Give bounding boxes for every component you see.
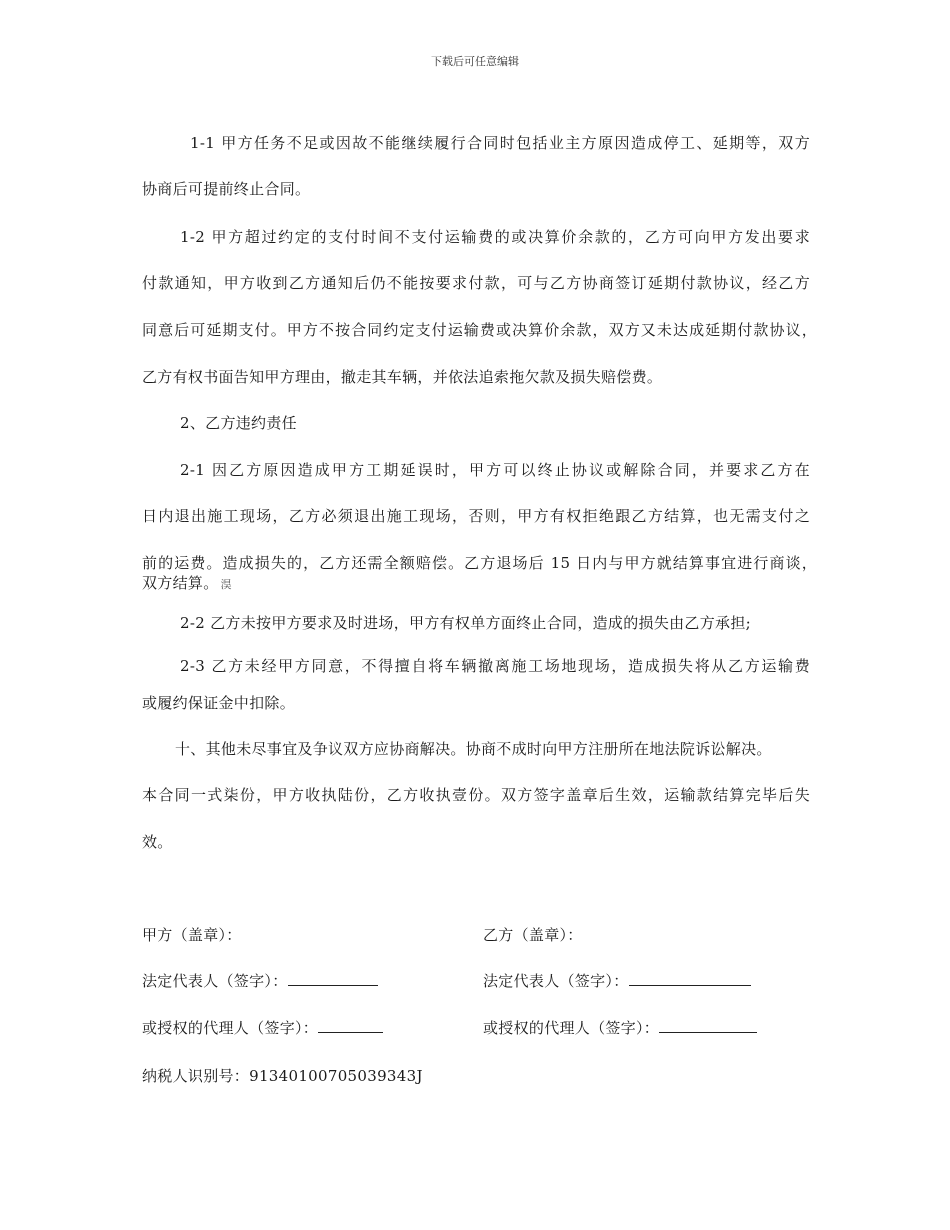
para-2-2-line-1: 2-2 乙方未按甲方要求及时进场，甲方有权单方面终止合同，造成的损失由乙方承担; bbox=[180, 614, 751, 632]
para-2-1-line-2: 日内退出施工现场，乙方必须退出施工现场，否则，甲方有权拒绝跟乙方结算，也无需支付之 bbox=[142, 507, 810, 525]
party-b-agent-signature-line bbox=[659, 1018, 757, 1033]
para-1-1-line-1: 1-1 甲方任务不足或因故不能继续履行合同时包括业主方原因造成停工、延期等，双方 bbox=[190, 134, 810, 152]
para-1-1-line-2: 协商后可提前终止合同。 bbox=[142, 180, 311, 198]
party-b-agent-label: 或授权的代理人（签字）： bbox=[483, 1019, 660, 1037]
party-a-agent-signature-line bbox=[318, 1018, 383, 1033]
taxpayer-row bbox=[142, 1066, 423, 1086]
stray-mark: 淏 bbox=[220, 578, 232, 591]
party-a-rep-row bbox=[142, 971, 378, 991]
para-10-line-1: 十、其他未尽事宜及争议双方应协商解决。协商不成时向甲方注册所在地法院诉讼解决。 bbox=[175, 740, 772, 758]
party-b-rep-signature-line bbox=[629, 971, 751, 986]
party-a-rep-label: 法定代表人（签字）： bbox=[142, 972, 288, 990]
para-2-1-line-4-text: 双方结算。 bbox=[142, 574, 219, 592]
party-b-rep-row bbox=[483, 971, 751, 991]
taxpayer-id: 91340100705039343J bbox=[249, 1067, 423, 1085]
para-2-1-line-4 bbox=[142, 573, 232, 595]
party-b-seal-label: 乙方（盖章）： bbox=[483, 926, 583, 944]
party-a-agent-label: 或授权的代理人（签字）： bbox=[142, 1019, 319, 1037]
para-2-1-line-1: 2-1 因乙方原因造成甲方工期延误时，甲方可以终止协议或解除合同，并要求乙方在 bbox=[180, 461, 810, 479]
para-1-2-line-2: 付款通知，甲方收到乙方通知后仍不能按要求付款，可与乙方协商签订延期付款协议，经乙方 bbox=[142, 274, 810, 292]
taxpayer-label: 纳税人识别号： bbox=[142, 1067, 250, 1085]
para-10-line-2: 本合同一式柒份，甲方收执陆份，乙方收执壹份。双方签字盖章后生效，运输款结算完毕后失 bbox=[142, 786, 810, 804]
para-2-1-line-3: 前的运费。造成损失的，乙方还需全额赔偿。乙方退场后 15 日内与甲方就结算事宜进行商谈， bbox=[142, 554, 817, 572]
para-2-3-line-2: 或履约保证金中扣除。 bbox=[142, 694, 296, 712]
party-a-rep-signature-line bbox=[288, 971, 378, 986]
para-1-2-line-3: 同意后可延期支付。甲方不按合同约定支付运输费或决算价余款，双方又未达成延期付款协议， bbox=[142, 321, 817, 339]
party-a-agent-row bbox=[142, 1018, 383, 1038]
party-a-seal-label: 甲方（盖章）： bbox=[142, 926, 242, 944]
party-b-agent-row bbox=[483, 1018, 757, 1038]
para-1-2-line-1: 1-2 甲方超过约定的支付时间不支付运输费的或决算价余款的，乙方可向甲方发出要求 bbox=[180, 228, 810, 246]
page-header: 下载后可任意编辑 bbox=[431, 55, 519, 68]
para-2-3-line-1: 2-3 乙方未经甲方同意，不得擅自将车辆撤离施工场地现场，造成损失将从乙方运输费 bbox=[180, 657, 810, 675]
para-10-line-3: 效。 bbox=[142, 833, 173, 851]
para-1-2-line-4: 乙方有权书面告知甲方理由，撤走其车辆，并依法追索拖欠款及损失赔偿费。 bbox=[142, 368, 663, 386]
party-b-rep-label: 法定代表人（签字）： bbox=[483, 972, 629, 990]
section-2-title: 2、乙方违约责任 bbox=[180, 414, 297, 432]
